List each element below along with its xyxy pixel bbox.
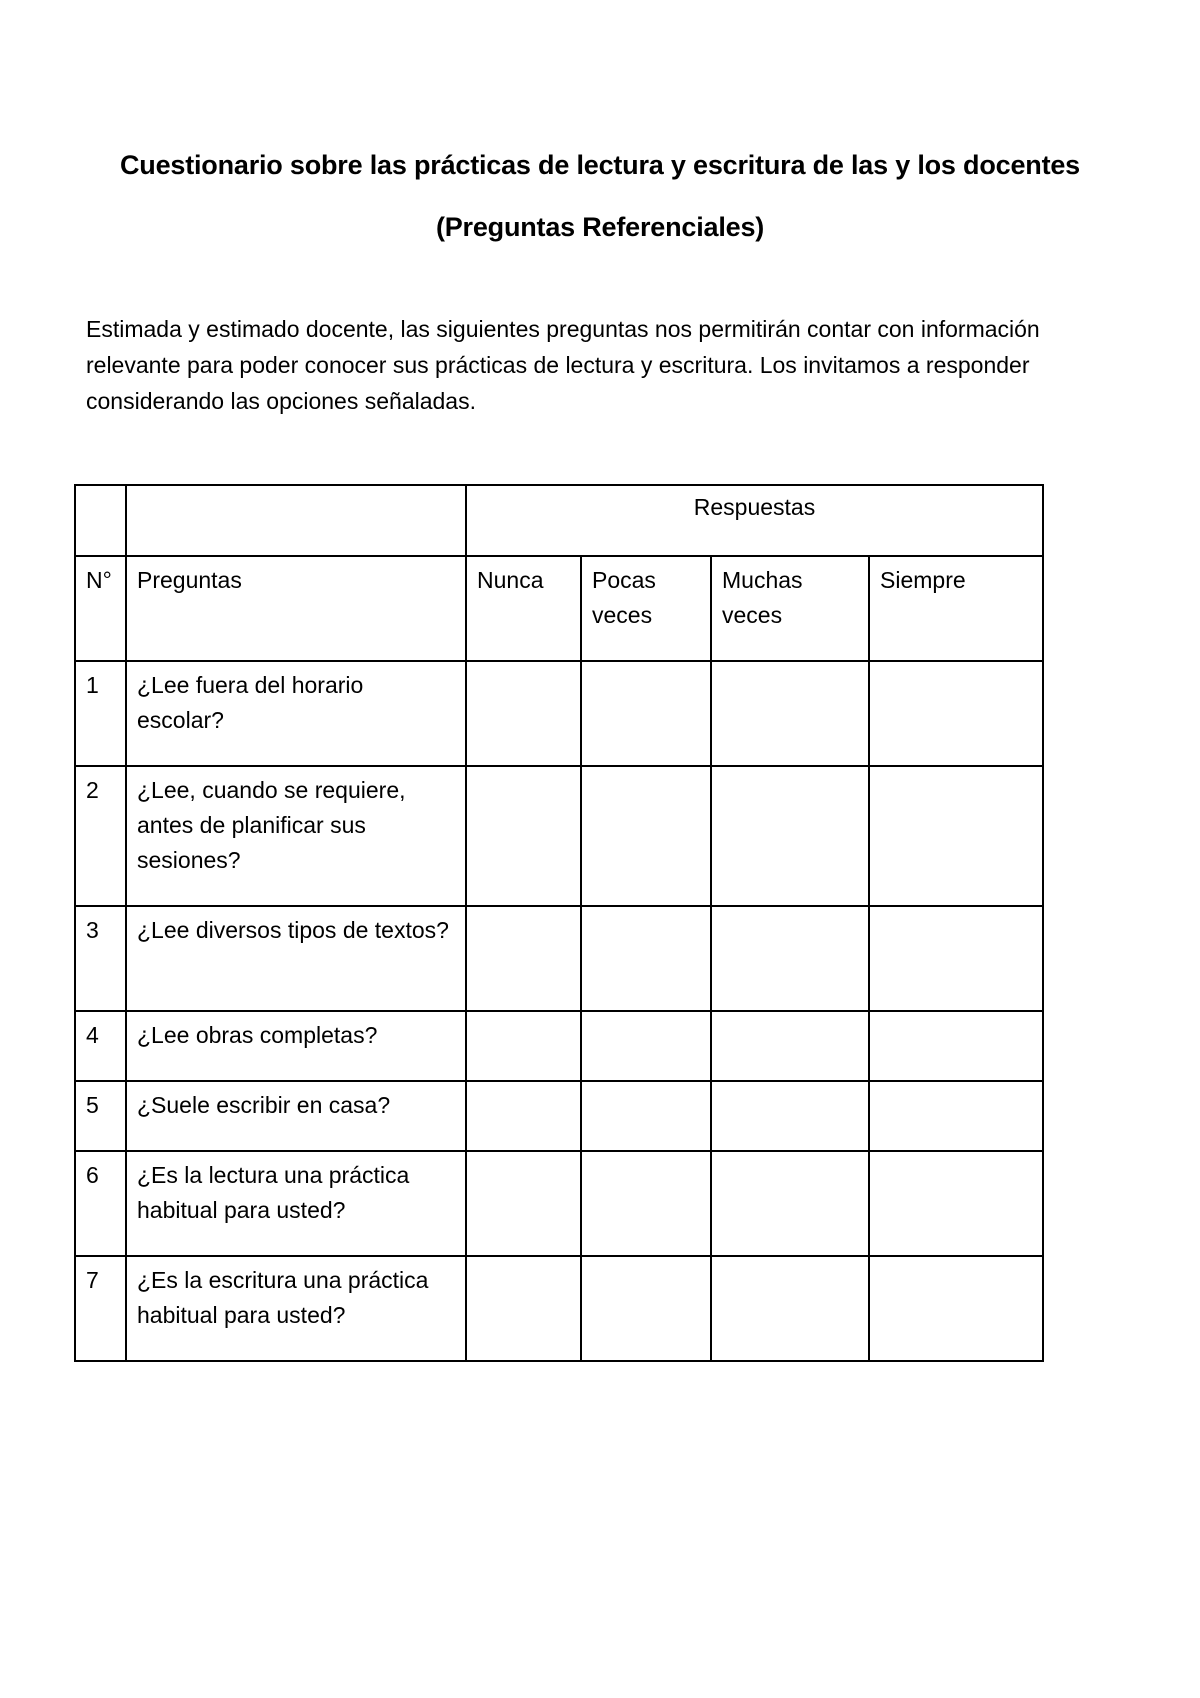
answer-cell-siempre[interactable] [869,1151,1043,1256]
table-row [75,1256,1043,1361]
answer-cell-muchas-veces[interactable] [711,906,869,1011]
answer-cell-nunca[interactable] [466,1011,581,1081]
answer-cell-siempre[interactable] [869,1081,1043,1151]
table-row [75,661,1043,766]
empty-cell [75,485,126,556]
table-row [75,906,1043,1011]
answer-cell-pocas-veces[interactable] [581,1011,711,1081]
answer-cell-pocas-veces[interactable] [581,1151,711,1256]
question-text: ¿Es la lectura una práctica habitual para usted? [126,1151,466,1256]
intro-paragraph: Estimada y estimado docente, las siguientes preguntas nos permitirán contar con información relevante para poder conocer sus prácticas de lectura y escritura. Los invitamos a responder considerando las opciones señaladas. [86,316,1040,414]
answer-cell-pocas-veces[interactable] [581,1081,711,1151]
table-row [75,1011,1043,1081]
answer-cell-pocas-veces[interactable] [581,766,711,906]
question-text: ¿Es la escritura una práctica habitual para usted? [126,1256,466,1361]
row-number: 6 [75,1151,126,1256]
answer-cell-nunca[interactable] [466,766,581,906]
option-header-muchas-veces: Muchas veces [711,556,869,661]
row-number: 3 [75,906,126,1011]
answer-cell-nunca[interactable] [466,906,581,1011]
question-text: ¿Lee fuera del horario escolar? [126,661,466,766]
questionnaire-table [74,484,1044,1362]
row-number: 5 [75,1081,126,1151]
question-text: ¿Lee obras completas? [126,1011,466,1081]
number-column-header: N° [75,556,126,661]
answer-cell-nunca[interactable] [466,1151,581,1256]
answer-cell-siempre[interactable] [869,766,1043,906]
answer-cell-nunca[interactable] [466,1081,581,1151]
answer-cell-nunca[interactable] [466,661,581,766]
row-number: 7 [75,1256,126,1361]
answer-cell-siempre[interactable] [869,1256,1043,1361]
row-number: 1 [75,661,126,766]
answer-cell-nunca[interactable] [466,1256,581,1361]
answer-cell-siempre[interactable] [869,1011,1043,1081]
answer-cell-pocas-veces[interactable] [581,661,711,766]
empty-cell [126,485,466,556]
answer-cell-muchas-veces[interactable] [711,1256,869,1361]
question-text: ¿Lee, cuando se requiere, antes de planificar sus sesiones? [126,766,466,906]
responses-group-header: Respuestas [466,485,1043,556]
question-text: ¿Lee diversos tipos de textos? [126,906,466,1011]
table-group-header-row [75,485,1043,556]
answer-cell-pocas-veces[interactable] [581,906,711,1011]
table-header-row [75,556,1043,661]
answer-cell-muchas-veces[interactable] [711,1011,869,1081]
answer-cell-muchas-veces[interactable] [711,661,869,766]
document-title: Cuestionario sobre las prácticas de lectura y escritura de las y los docentes [119,150,1080,180]
option-header-nunca: Nunca [466,556,581,661]
option-header-siempre: Siempre [869,556,1043,661]
option-header-pocas-veces: Pocas veces [581,556,711,661]
table-row [75,1081,1043,1151]
document-subtitle: (Preguntas Referenciales) [435,212,765,242]
answer-cell-siempre[interactable] [869,661,1043,766]
answer-cell-siempre[interactable] [869,906,1043,1011]
question-column-header: Preguntas [126,556,466,661]
table-row [75,766,1043,906]
answer-cell-muchas-veces[interactable] [711,766,869,906]
answer-cell-pocas-veces[interactable] [581,1256,711,1361]
row-number: 4 [75,1011,126,1081]
table-row [75,1151,1043,1256]
answer-cell-muchas-veces[interactable] [711,1081,869,1151]
question-text: ¿Suele escribir en casa? [126,1081,466,1151]
answer-cell-muchas-veces[interactable] [711,1151,869,1256]
row-number: 2 [75,766,126,906]
